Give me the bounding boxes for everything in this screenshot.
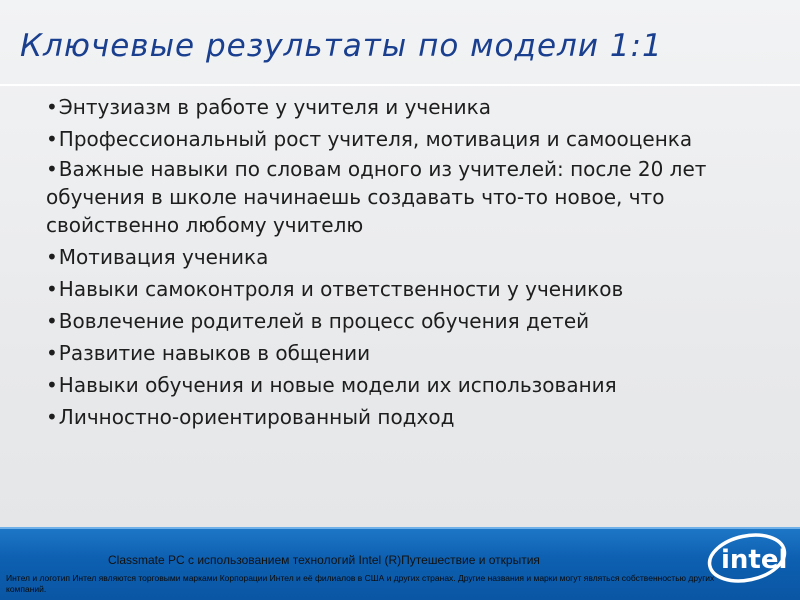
intel-logo	[703, 520, 789, 594]
bullet-item	[46, 155, 766, 239]
title-divider	[0, 84, 800, 86]
slide-title: Ключевые результаты по модели 1:1	[20, 28, 663, 64]
bullet-item	[46, 125, 766, 153]
bullet-text: Энтузиазм в работе у учителя и ученика	[58, 95, 491, 119]
bullet-dot: •	[46, 277, 58, 301]
bullet-item	[46, 273, 766, 305]
bullet-text: Навыки самоконтроля и ответственности у учеников	[58, 277, 624, 301]
bullet-item	[46, 369, 766, 401]
bullet-text: Вовлечение родителей в процесс обучения детей	[58, 309, 590, 333]
bullet-dot: •	[46, 127, 58, 151]
bullet-dot: •	[46, 405, 58, 429]
bullet-dot: •	[46, 309, 58, 333]
footer-divider	[0, 527, 800, 529]
bullet-dot: •	[46, 95, 58, 119]
bullet-item	[46, 241, 766, 273]
bullet-item	[46, 91, 766, 123]
bullet-dot: •	[46, 373, 58, 397]
bullet-dot: •	[46, 157, 58, 181]
bullet-text: Личностно-ориентированный подход	[58, 405, 455, 429]
bullet-dot: •	[46, 245, 58, 269]
bullet-item	[46, 337, 766, 369]
intel-wordmark: intel	[721, 545, 788, 575]
footer-bar	[0, 527, 800, 600]
bullet-dot: •	[46, 341, 58, 365]
bullet-item	[46, 305, 766, 337]
bullet-text: Профессиональный рост учителя, мотивация и самооценка	[58, 127, 693, 151]
footer-title: Classmate PC с использованием технологий Intel (R)Путешествие и открытия	[108, 553, 540, 567]
bullet-text: Развитие навыков в общении	[58, 341, 371, 365]
bullet-text: Навыки обучения и новые модели их использования	[58, 373, 617, 397]
bullet-item	[46, 401, 766, 433]
bullet-text: Мотивация ученика	[58, 245, 269, 269]
bullet-text: Важные навыки по словам одного из учителей: после 20 лет обучения в школе начинаешь создавать что-то новое, что свойственно любому учителю	[46, 157, 707, 237]
footer-legal-notice: Интел и логотип Интел являются торговыми марками Корпорации Интел и её филиалов в США и других странах. Другие названия и марки могут являться собственностью других компаний.	[6, 573, 715, 594]
bullet-list	[46, 91, 766, 433]
